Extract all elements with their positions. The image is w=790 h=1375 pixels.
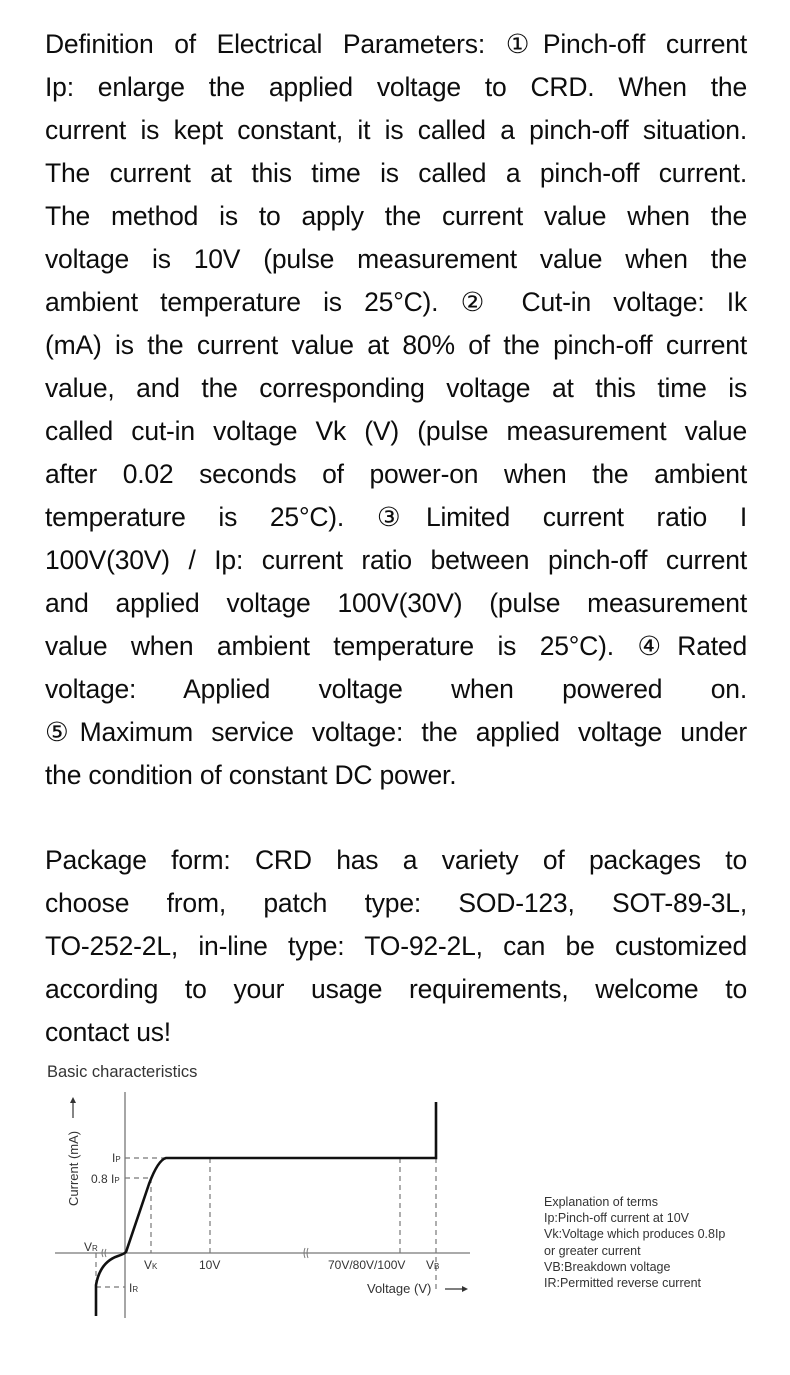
svg-text:IP: IP [112, 1151, 121, 1165]
text-line: voltage: Applied voltage when powered on. [45, 674, 747, 704]
explanation-title: Explanation of terms [544, 1195, 658, 1209]
text-line: called cut-in voltage Vk (V) (pulse measurement value [45, 416, 747, 446]
explanation-entry: Ip:Pinch-off current at 10V [544, 1211, 689, 1226]
svg-text:VR: VR [84, 1240, 98, 1254]
svg-text:VK: VK [144, 1258, 158, 1272]
text-line: and applied voltage 100V(30V) (pulse measurement [45, 588, 747, 618]
arrow-up-icon [70, 1097, 76, 1118]
text-line: according to your usage requirements, welcome to [45, 974, 747, 1004]
text-line: after 0.02 seconds of power-on when the ambient [45, 459, 747, 489]
text-line: temperature is 25°C). ③Limited current ratio I [45, 502, 747, 532]
text-line: (mA) is the current value at 80% of the pinch-off current [45, 330, 747, 360]
text-line: ambient temperature is 25°C). ② Cut-in voltage: Ik [45, 287, 747, 317]
text-line: choose from, patch type: SOD-123, SOT-89-3L, [45, 888, 747, 918]
y-axis-title: Current (mA) [66, 1130, 81, 1206]
text-line: Definition of Electrical Parameters: ①Pinch-off current [45, 29, 747, 59]
svg-text:70V/80V/100V: 70V/80V/100V [328, 1258, 406, 1272]
svg-text:0.8 IP: 0.8 IP [91, 1172, 120, 1186]
text-line: The current at this time is called a pinch-off current. [45, 158, 747, 188]
electrical-parameters-paragraph [45, 23, 747, 797]
explanation-entry: or greater current [544, 1243, 641, 1258]
arrow-right-icon [445, 1286, 468, 1292]
svg-text:IR: IR [129, 1281, 139, 1295]
text-line: TO-252-2L, in-line type: TO-92-2L, can be customized [45, 931, 747, 961]
text-line: voltage is 10V (pulse measurement value when the [45, 244, 747, 274]
svg-text:10V: 10V [199, 1258, 221, 1272]
terms-explanation [544, 1194, 725, 1291]
iv-characteristic-chart [0, 1080, 520, 1330]
text-line: current is kept constant, it is called a pinch-off situation. [45, 115, 747, 145]
explanation-entry: IR:Permitted reverse current [544, 1276, 701, 1291]
chart-title: Basic characteristics [47, 1063, 198, 1081]
package-form-paragraph [45, 839, 747, 1054]
x-axis-title: Voltage (V) [367, 1281, 432, 1296]
text-line: The method is to apply the current value when the [45, 201, 747, 231]
y-tick-labels [84, 1151, 138, 1295]
x-tick-labels [144, 1258, 439, 1272]
svg-text:VB: VB [426, 1258, 440, 1272]
text-line: Package form: CRD has a variety of packages to [45, 845, 747, 875]
text-line: ⑤Maximum service voltage: the applied voltage under [45, 717, 747, 747]
text-line: value, and the corresponding voltage at this time is [45, 373, 747, 403]
text-line: 100V(30V) / Ip: current ratio between pinch-off current [45, 545, 747, 575]
text-line: the condition of constant DC power. [45, 760, 457, 790]
explanation-entry: Vk:Voltage which produces 0.8Ip [544, 1227, 726, 1242]
text-line: contact us! [45, 1017, 171, 1047]
text-line: Ip: enlarge the applied voltage to CRD. When the [45, 72, 747, 102]
text-line: value when ambient temperature is 25°C). ④Rated [45, 631, 747, 661]
explanation-entry: VB:Breakdown voltage [544, 1259, 671, 1274]
